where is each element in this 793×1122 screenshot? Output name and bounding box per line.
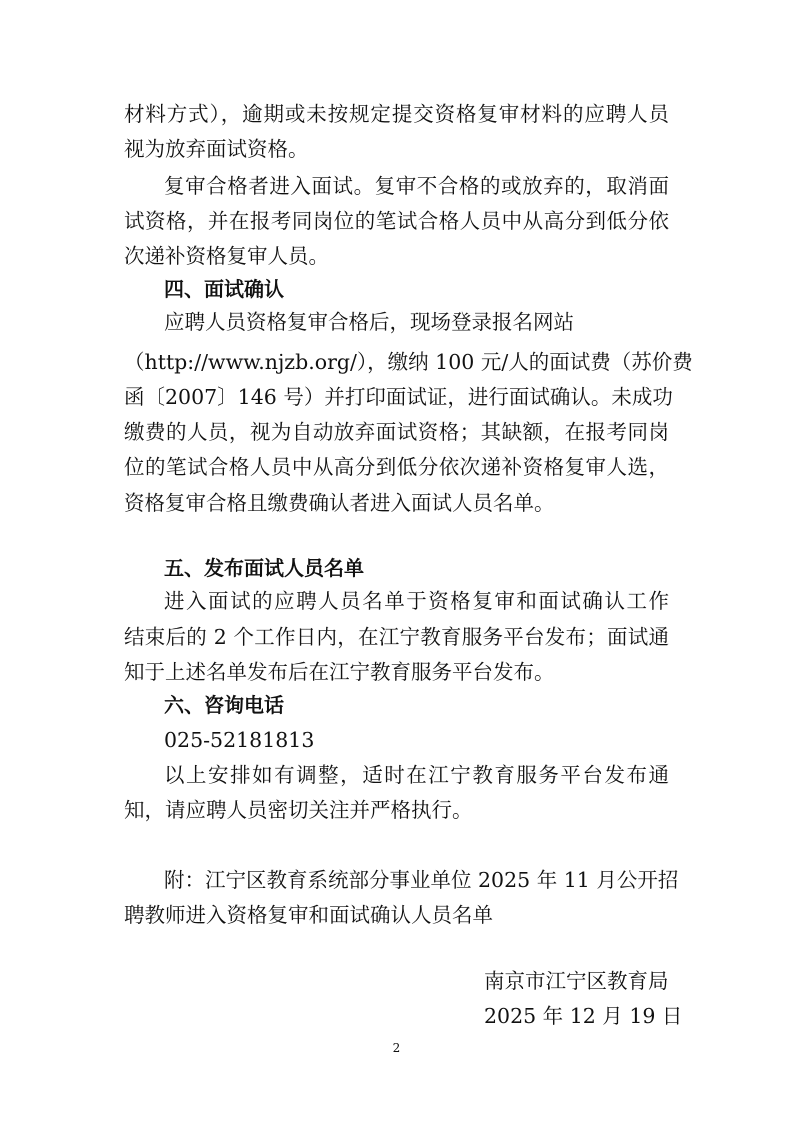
p1-line-2: 视为放弃面试资格。	[124, 137, 309, 161]
consultation-phone-number: 025-52181813	[164, 728, 315, 752]
p2-line-2: 试资格，并在报考同岗位的笔试合格人员中从高分到低分依	[124, 209, 669, 233]
attachment-line-1: 附：江宁区教育系统部分事业单位 2025 年 11 月公开招	[164, 868, 679, 892]
section-heading-publish-list: 五、发布面试人员名单	[164, 556, 364, 580]
section-heading-consultation-phone: 六、咨询电话	[164, 693, 284, 717]
s5-line-2: 结束后的 2 个工作日内，在江宁教育服务平台发布；面试通	[124, 625, 669, 649]
s4-line-3: 函〔2007〕146 号）并打印面试证，进行面试确认。未成功	[124, 385, 673, 409]
s4-line-5: 位的笔试合格人员中从高分到低分依次递补资格复审人选，	[124, 455, 669, 479]
page-number: 2	[392, 1041, 401, 1055]
s5-line-3: 知于上述名单发布后在江宁教育服务平台发布。	[124, 660, 555, 684]
s6-line-2: 知，请应聘人员密切关注并严格执行。	[124, 798, 473, 822]
s4-line-4: 缴费的人员，视为自动放弃面试资格；其缺额，在报考同岗	[124, 420, 669, 444]
attachment-line-2: 聘教师进入资格复审和面试确认人员名单	[124, 903, 493, 927]
s5-line-1: 进入面试的应聘人员名单于资格复审和面试确认工作	[164, 589, 669, 613]
s6-line-1: 以上安排如有调整，适时在江宁教育服务平台发布通	[164, 763, 669, 787]
s4-line-1: 应聘人员资格复审合格后，现场登录报名网站	[164, 310, 574, 334]
p2-line-1: 复审合格者进入面试。复审不合格的或放弃的，取消面	[164, 174, 669, 198]
s4-line-2: （http://www.njzb.org/），缴纳 100 元/人的面试费（苏价费	[124, 350, 693, 374]
issue-date: 2025 年 12 月 19 日	[484, 1004, 683, 1028]
issuing-organization: 南京市江宁区教育局	[484, 969, 669, 993]
s4-line-6: 资格复审合格且缴费确认者进入面试人员名单。	[124, 491, 555, 515]
section-heading-interview-confirmation: 四、面试确认	[164, 277, 284, 301]
p1-line-1: 材料方式），逾期或未按规定提交资格复审材料的应聘人员	[124, 102, 669, 126]
p2-line-3: 次递补资格复审人员。	[124, 244, 329, 268]
